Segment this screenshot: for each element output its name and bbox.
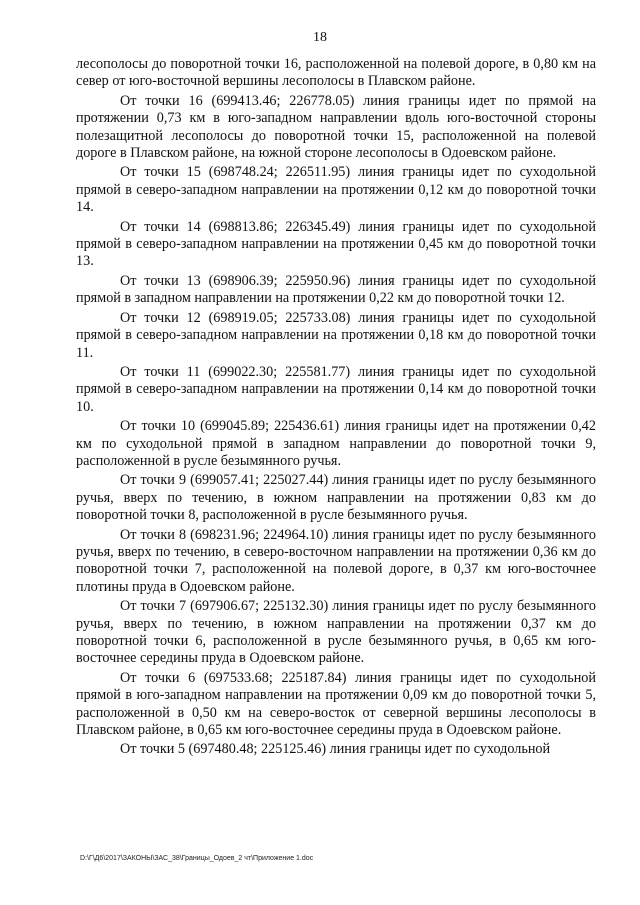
paragraph: От точки 12 (698919.05; 225733.08) линия границы идет по суходольной прямой в северо-западном направлении на протяжении 0,18 км до поворотной точки 11.	[76, 309, 596, 361]
paragraph: От точки 10 (699045.89; 225436.61) линия границы идет на протяжении 0,42 км по суходольной прямой в западном направлении до поворотной точки 9, расположенной в русле безымянного ручья.	[76, 418, 596, 469]
paragraph: От точки 13 (698906.39; 225950.96) линия границы идет по суходольной прямой в западном направлении на протяжении 0,22 км до поворотной точки 12.	[76, 272, 596, 307]
paragraph: От точки 8 (698231.96; 224964.10) линия границы идет по руслу безымянного ручья, вверх по течению, в северо-восточном направлении на протяжении 0,36 км до поворотной точки 7, расположенной на полевой дороге, в 0,37 км юго-восточнее плотины пруда в Одоевском районе.	[76, 526, 596, 595]
paragraph: От точки 15 (698748.24; 226511.95) линия границы идет по суходольной прямой в северо-западном направлении на протяжении 0,12 км до поворотной точки 14.	[76, 164, 596, 216]
paragraph: От точки 6 (697533.68; 225187.84) линия границы идет по суходольной прямой в юго-западном направлении на протяжении 0,09 км до поворотной точки 5, расположенной в 0,50 км на северо-восток от северной вершины лесополосы в Плавском районе, в 0,65 км юго-восточнее середины пруда в Одоевском районе.	[76, 669, 596, 739]
paragraph: От точки 16 (699413.46; 226778.05) линия границы идет по прямой на протяжении 0,73 км в юго-западном направлении вдоль юго-восточной стороны полезащитной лесополосы до поворотной точки 15, расположенной на полевой дороге в Плавском районе, на южной стороне лесополосы в Одоевском районе.	[76, 92, 596, 162]
paragraph: От точки 7 (697906.67; 225132.30) линия границы идет по руслу безымянного ручья, вверх по течению, в южном направлении на протяжении 0,37 км до поворотной точки 6, расположенной в русле безымянного ручья, в 0,65 км юго-восточнее середины пруда в Одоевском районе.	[76, 598, 596, 667]
paragraph: От точки 5 (697480.48; 225125.46) линия границы идет по суходольной	[120, 741, 551, 758]
paragraph: От точки 11 (699022.30; 225581.77) линия границы идет по суходольной прямой в северо-западном направлении на протяжении 0,14 км до поворотной точки 10.	[76, 363, 596, 415]
document-body	[76, 56, 596, 761]
paragraph: От точки 14 (698813.86; 226345.49) линия границы идет по суходольной прямой в северо-западном направлении на протяжении 0,45 км до поворотной точки 13.	[76, 218, 596, 270]
footer-file-path: D:\Г\Д6\2017\ЗАКОНЫ\ЗАС_38\Границы_Одоев_2 чт\Приложение 1.doc	[80, 855, 314, 862]
paragraph: От точки 9 (699057.41; 225027.44) линия границы идет по руслу безымянного ручья, вверх по течению, в южном направлении на протяжении 0,83 км до поворотной точки 8, расположенной в русле безымянного ручья.	[76, 472, 596, 524]
paragraph: лесополосы до поворотной точки 16, расположенной на полевой дороге, в 0,80 км на север от юго-восточной вершины лесополосы в Плавском районе.	[76, 56, 596, 90]
page-number: 18	[313, 30, 327, 45]
